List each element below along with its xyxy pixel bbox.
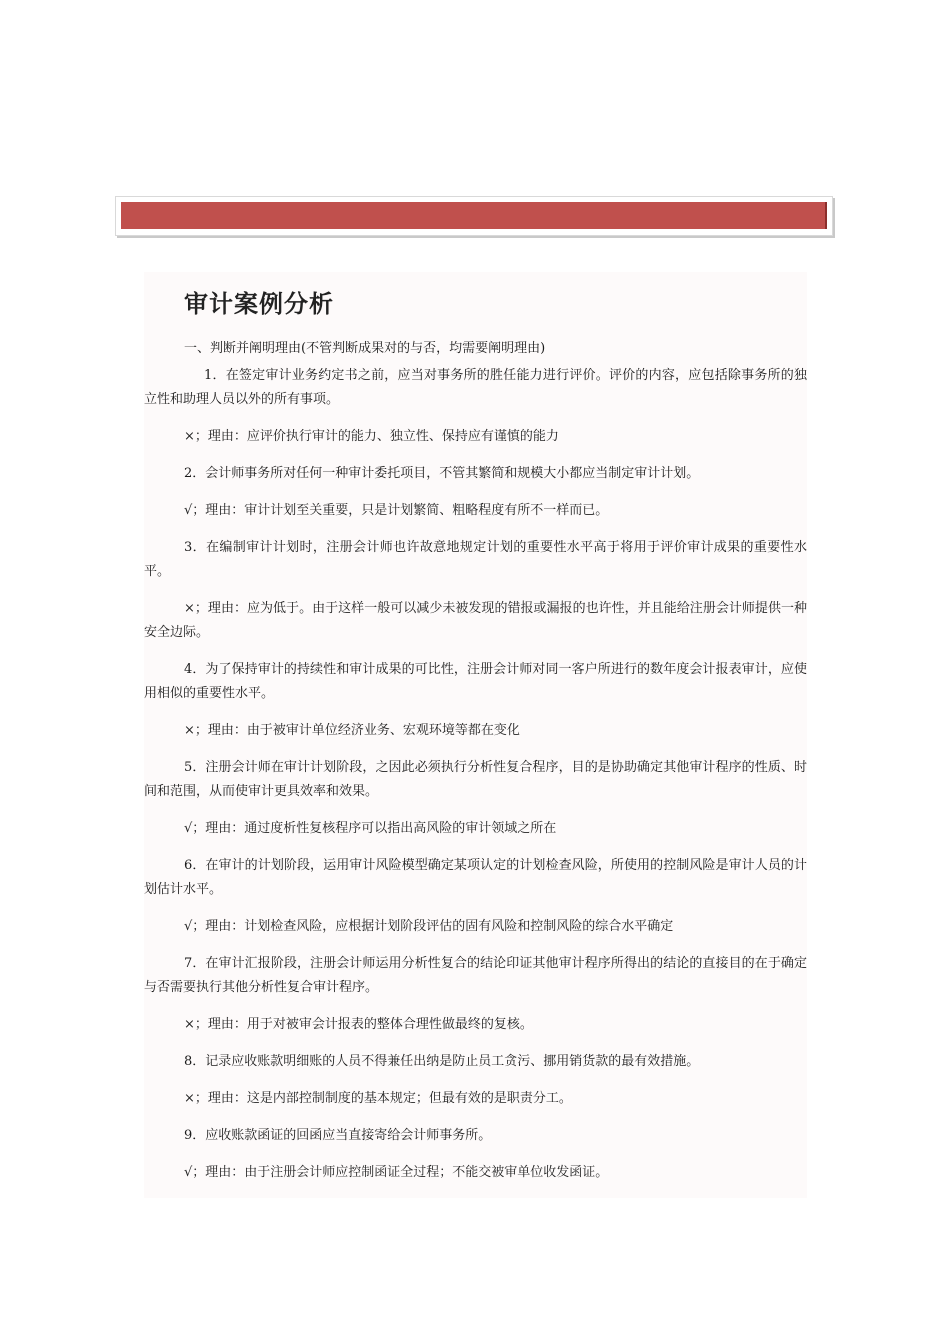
question-paragraph: 2．会计师事务所对任何一种审计委托项目，不管其繁简和规模大小都应当制定审计计划。 — [184, 466, 700, 481]
question-paragraph: 4．为了保持审计的持续性和审计成果的可比性，注册会计师对同一客户所进行的数年度会计报表审计，应使用相似的重要性水平。 — [144, 662, 807, 701]
answer-paragraph: ×；理由：用于对被审会计报表的整体合理性做最终的复核。 — [184, 1017, 533, 1032]
answer-paragraph: ×；理由：由于被审计单位经济业务、宏观环境等都在变化 — [184, 723, 520, 738]
answer-paragraph: √；理由：由于注册会计师应控制函证全过程；不能交被审单位收发函证。 — [184, 1165, 609, 1180]
header-banner-bar — [121, 202, 827, 229]
header-banner — [115, 196, 833, 236]
question-paragraph: 8．记录应收账款明细账的人员不得兼任出纳是防止员工贪污、挪用销货款的最有效措施。 — [184, 1054, 700, 1069]
answer-paragraph: √；理由：通过度析性复核程序可以指出高风险的审计领域之所在 — [184, 821, 557, 836]
question-paragraph: 9．应收账款函证的回函应当直接寄给会计师事务所。 — [184, 1128, 492, 1143]
answer-paragraph: √；理由：审计计划至关重要，只是计划繁简、粗略程度有所不一样而已。 — [184, 503, 609, 518]
answer-paragraph: ×；理由：应为低于。由于这样一般可以减少未被发现的错报或漏报的也许性，并且能给注册会计师提供一种安全边际。 — [144, 601, 807, 640]
document-panel — [144, 272, 807, 1198]
answer-paragraph: ×；理由：这是内部控制制度的基本规定；但最有效的是职责分工。 — [184, 1091, 572, 1106]
section-heading: 一、判断并阐明理由(不管判断成果对的与否，均需要阐明理由) — [184, 341, 546, 356]
document-body — [144, 364, 807, 1198]
question-paragraph: 7．在审计汇报阶段，注册会计师运用分析性复合的结论印证其他审计程序所得出的结论的直接目的在于确定与否需要执行其他分析性复合审计程序。 — [144, 956, 807, 995]
question-paragraph: 3．在编制审计计划时，注册会计师也许故意地规定计划的重要性水平高于将用于评价审计成果的重要性水平。 — [144, 540, 807, 579]
question-paragraph: 1．在签定审计业务约定书之前，应当对事务所的胜任能力进行评价。评价的内容，应包括除事务所的独立性和助理人员以外的所有事项。 — [144, 368, 807, 407]
answer-paragraph: √；理由：计划检查风险，应根据计划阶段评估的固有风险和控制风险的综合水平确定 — [184, 919, 674, 934]
document-title: 审计案例分析 — [184, 290, 334, 318]
answer-paragraph: ×；理由：应评价执行审计的能力、独立性、保持应有谨慎的能力 — [184, 429, 559, 444]
question-paragraph: 5．注册会计师在审计计划阶段，之因此必须执行分析性复合程序，目的是协助确定其他审计程序的性质、时间和范围，从而使审计更具效率和效果。 — [144, 760, 807, 799]
question-paragraph: 6．在审计的计划阶段，运用审计风险模型确定某项认定的计划检查风险，所使用的控制风险是审计人员的计划估计水平。 — [144, 858, 807, 897]
